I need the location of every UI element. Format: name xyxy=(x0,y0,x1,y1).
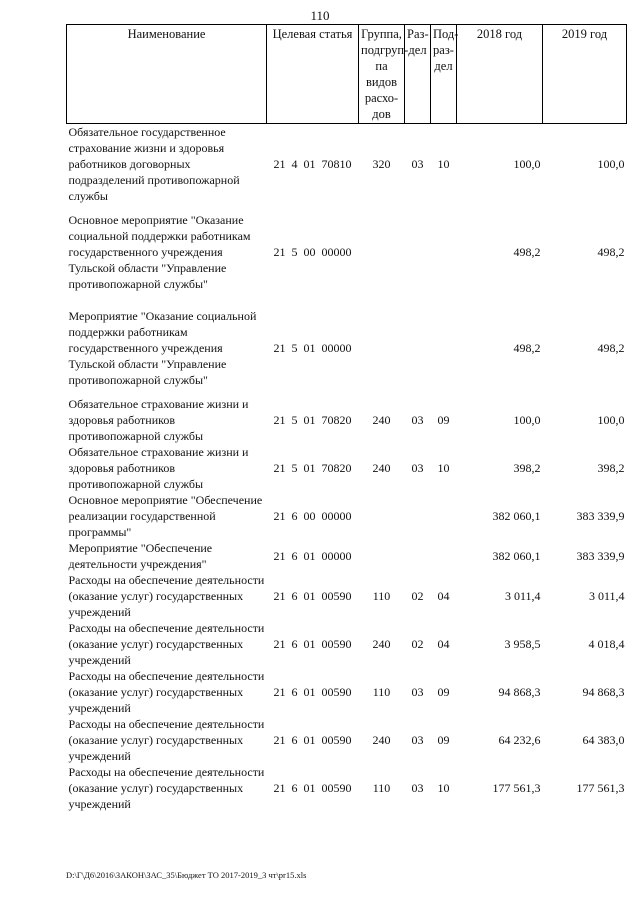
row-value-2019: 3 011,4 xyxy=(588,589,625,603)
row-target-article: 21 6 01 00590 xyxy=(273,685,352,699)
header-year-2018: 2018 год xyxy=(457,25,543,124)
row-subsection xyxy=(431,492,457,540)
row-expense-group xyxy=(359,540,405,572)
row-expense-group xyxy=(359,204,405,300)
row-value-2019: 64 383,0 xyxy=(582,733,625,747)
header-subsection: Под-раз-дел xyxy=(431,25,457,124)
row-name: Обязательное страхование жизни и здоровья работников противопожарной службы xyxy=(68,397,249,443)
header-year-2019: 2019 год xyxy=(543,25,627,124)
row-value-2018: 3 958,5 xyxy=(504,637,541,651)
table-row xyxy=(67,300,627,396)
row-section xyxy=(405,492,431,540)
row-value-2018: 100,0 xyxy=(513,157,541,171)
row-name: Расходы на обеспечение деятельности (оказание услуг) государственных учреждений xyxy=(68,669,265,715)
row-value-2018: 382 060,1 xyxy=(492,549,541,563)
row-subsection: 04 xyxy=(437,637,450,651)
row-subsection: 09 xyxy=(437,733,450,747)
row-value-2019: 100,0 xyxy=(597,413,625,427)
row-name: Мероприятие "Обеспечение деятельности учреждения" xyxy=(68,541,213,571)
row-value-2019: 498,2 xyxy=(597,341,625,355)
row-subsection: 04 xyxy=(437,589,450,603)
row-target-article: 21 5 01 70820 xyxy=(273,413,352,427)
table-row xyxy=(67,124,627,205)
row-expense-group: 240 xyxy=(372,637,391,651)
row-value-2018: 3 011,4 xyxy=(504,589,541,603)
row-expense-group: 240 xyxy=(372,413,391,427)
row-target-article: 21 6 01 00590 xyxy=(273,589,352,603)
row-value-2018: 498,2 xyxy=(513,341,541,355)
row-value-2019: 4 018,4 xyxy=(588,637,625,651)
row-expense-group xyxy=(359,300,405,396)
table-row xyxy=(67,492,627,540)
row-value-2019: 177 561,3 xyxy=(576,781,625,795)
row-value-2019: 398,2 xyxy=(597,461,625,475)
row-expense-group: 240 xyxy=(372,733,391,747)
row-section: 02 xyxy=(411,589,424,603)
row-target-article: 21 4 01 70810 xyxy=(273,157,352,171)
row-name: Обязательное страхование жизни и здоровья работников противопожарной службы xyxy=(68,445,249,491)
file-path-footer: D:\Г\Д6\2016\ЗАКОН\ЗАС_35\Бюджет ТО 2017-2019_3 чт\pr15.xls xyxy=(66,870,307,880)
row-section xyxy=(405,540,431,572)
row-value-2019: 383 339,9 xyxy=(576,509,625,523)
row-subsection xyxy=(431,540,457,572)
row-target-article: 21 6 01 00000 xyxy=(273,549,352,563)
table-row xyxy=(67,444,627,492)
row-name: Расходы на обеспечение деятельности (оказание услуг) государственных учреждений xyxy=(68,717,265,763)
row-subsection xyxy=(431,300,457,396)
row-name: Расходы на обеспечение деятельности (оказание услуг) государственных учреждений xyxy=(68,765,265,811)
header-name: Наименование xyxy=(67,25,267,124)
row-name: Основное мероприятие "Обеспечение реализации государственной программы" xyxy=(68,493,263,539)
row-expense-group xyxy=(359,492,405,540)
row-value-2018: 64 232,6 xyxy=(498,733,541,747)
row-subsection: 10 xyxy=(437,781,450,795)
row-name: Расходы на обеспечение деятельности (оказание услуг) государственных учреждений xyxy=(68,621,265,667)
row-section xyxy=(405,300,431,396)
row-value-2018: 382 060,1 xyxy=(492,509,541,523)
row-section: 03 xyxy=(411,685,424,699)
row-value-2018: 177 561,3 xyxy=(492,781,541,795)
row-subsection: 09 xyxy=(437,685,450,699)
row-target-article: 21 5 00 00000 xyxy=(273,245,352,259)
row-expense-group: 110 xyxy=(372,781,391,795)
row-target-article: 21 6 01 00590 xyxy=(273,733,352,747)
row-name: Мероприятие "Оказание социальной поддержки работникам государственного учреждения Тульской области "Управление противопожарной службы" xyxy=(68,309,257,387)
budget-table xyxy=(66,24,627,812)
table-row xyxy=(67,764,627,812)
row-value-2018: 94 868,3 xyxy=(498,685,541,699)
row-subsection: 10 xyxy=(437,157,450,171)
row-name: Обязательное государственное страхование жизни и здоровья работников договорных подразделений противопожарной службы xyxy=(68,125,240,203)
row-target-article: 21 6 01 00590 xyxy=(273,781,352,795)
row-value-2019: 94 868,3 xyxy=(582,685,625,699)
row-expense-group: 110 xyxy=(372,589,391,603)
row-expense-group: 320 xyxy=(372,157,391,171)
header-target-article: Целевая статья xyxy=(267,25,359,124)
table-row xyxy=(67,204,627,300)
row-section: 03 xyxy=(411,413,424,427)
table-row xyxy=(67,396,627,444)
row-value-2019: 498,2 xyxy=(597,245,625,259)
row-section: 03 xyxy=(411,733,424,747)
table-row xyxy=(67,620,627,668)
row-value-2019: 383 339,9 xyxy=(576,549,625,563)
row-name: Основное мероприятие "Оказание социальной поддержки работникам государственного учреждения Тульской области "Управление противопожарной службы" xyxy=(68,213,251,291)
header-section: Раз-дел xyxy=(405,25,431,124)
table-row xyxy=(67,668,627,716)
header-expense-group: Группа, подгруп-па видов расхо-дов xyxy=(359,25,405,124)
row-name: Расходы на обеспечение деятельности (оказание услуг) государственных учреждений xyxy=(68,573,265,619)
table-row xyxy=(67,716,627,764)
table-body xyxy=(67,124,627,813)
row-value-2019: 100,0 xyxy=(597,157,625,171)
row-section: 03 xyxy=(411,781,424,795)
table-row xyxy=(67,540,627,572)
row-subsection: 10 xyxy=(437,461,450,475)
row-subsection: 09 xyxy=(437,413,450,427)
row-expense-group: 240 xyxy=(372,461,391,475)
row-target-article: 21 6 00 00000 xyxy=(273,509,352,523)
row-target-article: 21 5 01 70820 xyxy=(273,461,352,475)
row-section: 03 xyxy=(411,461,424,475)
table-row xyxy=(67,572,627,620)
row-target-article: 21 5 01 00000 xyxy=(273,341,352,355)
row-target-article: 21 6 01 00590 xyxy=(273,637,352,651)
row-value-2018: 398,2 xyxy=(513,461,541,475)
page-number: 110 xyxy=(310,8,330,23)
row-section: 03 xyxy=(411,157,424,171)
table-header xyxy=(67,25,627,124)
row-section: 02 xyxy=(411,637,424,651)
row-subsection xyxy=(431,204,457,300)
row-expense-group: 110 xyxy=(372,685,391,699)
row-value-2018: 100,0 xyxy=(513,413,541,427)
row-section xyxy=(405,204,431,300)
row-value-2018: 498,2 xyxy=(513,245,541,259)
